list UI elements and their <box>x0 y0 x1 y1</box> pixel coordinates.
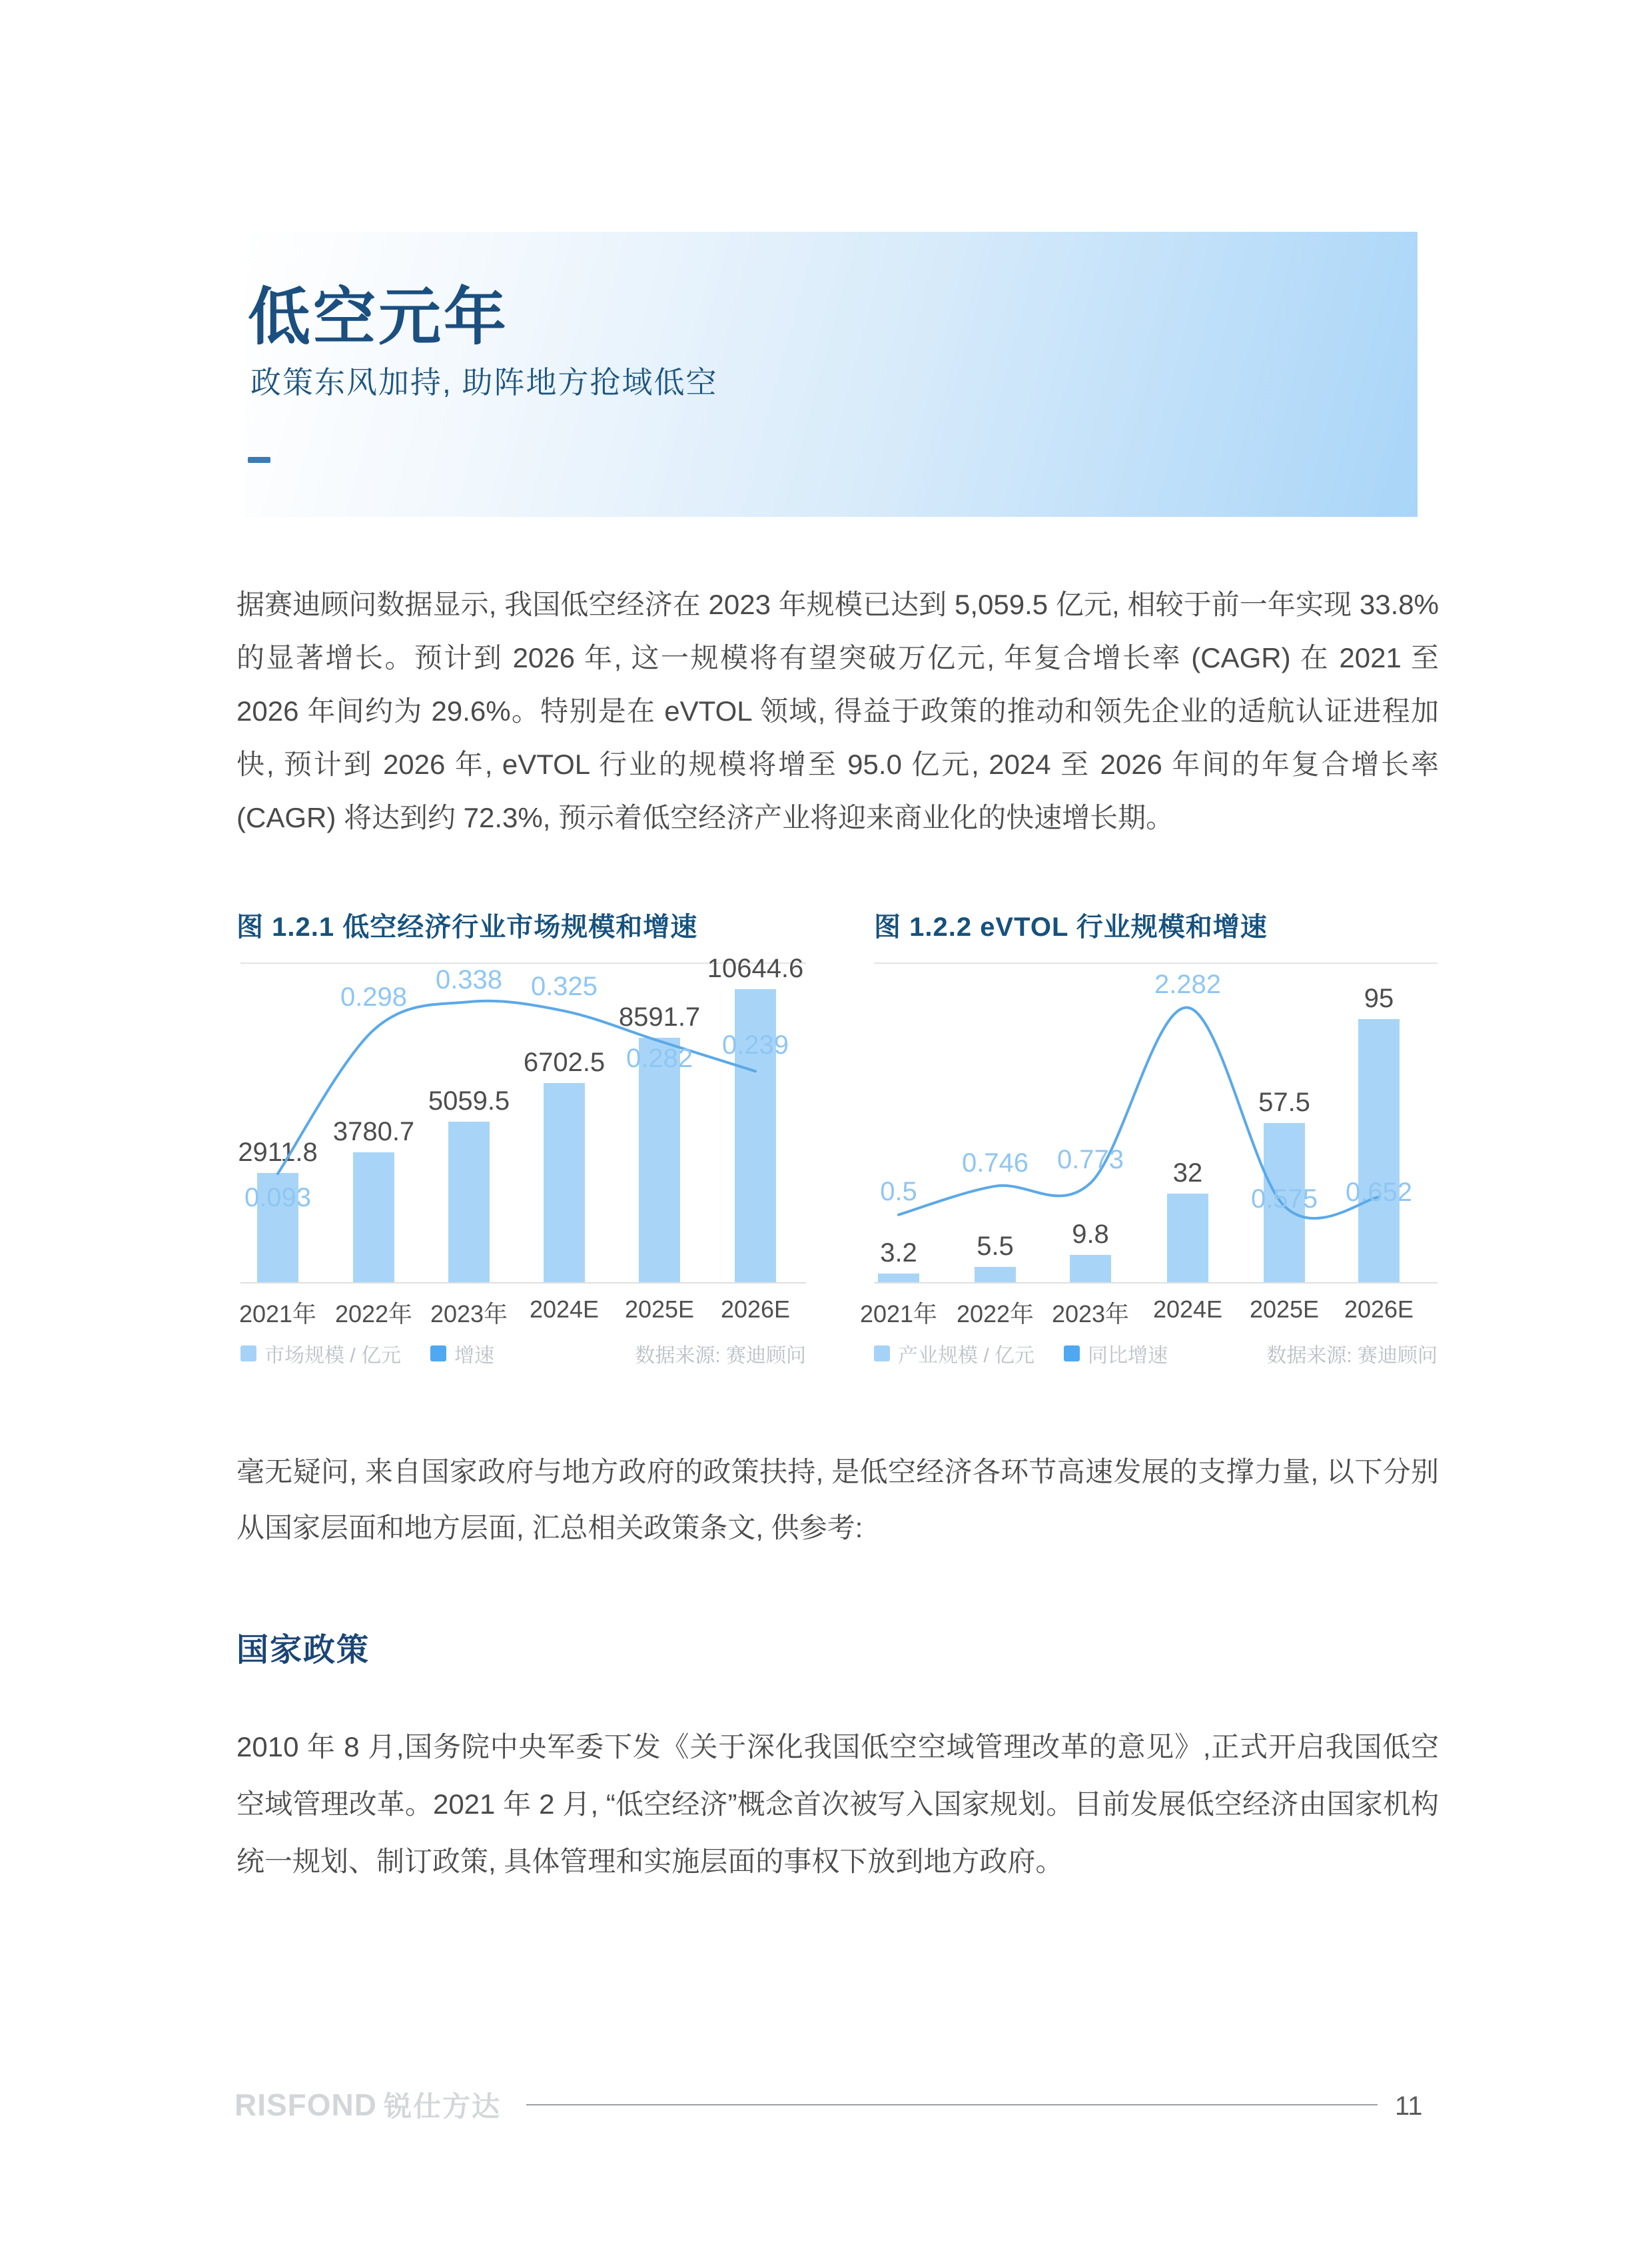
page-number: 11 <box>1395 2091 1423 2121</box>
risfond-logo-cn-text: 锐仕方达 <box>384 2091 502 2122</box>
legend-item-line <box>1064 1339 1168 1368</box>
legend-item-bar <box>874 1339 1034 1368</box>
policy-intro-paragraph: 毫无疑问, 来自国家政府与地方政府的政策扶持, 是低空经济各环节高速发展的支撑力量, 以下分别从国家层面和地方层面, 汇总相关政策条文, 供参考: <box>236 1456 1439 1543</box>
x-axis-label: 2022年 <box>956 1300 1034 1327</box>
bar-value-label: 95 <box>1364 984 1394 1013</box>
page-subtitle: 政策东风加持, 助阵地方抢域低空 <box>250 365 718 400</box>
bar-value-label: 8591.7 <box>618 1002 701 1032</box>
bar-value-label: 6702.5 <box>523 1047 606 1077</box>
bar <box>1358 1019 1400 1282</box>
chart-top-border <box>874 962 1438 964</box>
section-heading-national-policy: 国家政策 <box>236 1633 370 1668</box>
chart-market-scale <box>238 954 806 1395</box>
legend-bar-label: 产业规模 / 亿元 <box>898 1345 1035 1367</box>
data-source-note: 数据来源: 赛迪顾问 <box>1266 1345 1438 1367</box>
x-axis-label: 2022年 <box>334 1300 413 1327</box>
x-axis-label: 2023年 <box>1051 1300 1130 1327</box>
line-value-label: 0.325 <box>530 971 598 1001</box>
legend-line-swatch-icon <box>430 1345 446 1361</box>
x-axis-label: 2024E <box>529 1296 600 1323</box>
line-value-label: 0.093 <box>244 1183 312 1213</box>
x-axis-label: 2025E <box>1249 1296 1320 1323</box>
bar-value-label: 5.5 <box>977 1232 1014 1262</box>
bar <box>353 1152 394 1282</box>
x-axis-label: 2026E <box>1344 1296 1414 1323</box>
legend-bar-swatch-icon <box>874 1345 890 1361</box>
x-axis-label: 2026E <box>720 1296 791 1323</box>
data-source-note: 数据来源: 赛迪顾问 <box>635 1345 806 1367</box>
bar <box>975 1267 1016 1282</box>
legend-line-label: 同比增速 <box>1088 1345 1168 1367</box>
legend-line-swatch-icon <box>1064 1345 1080 1361</box>
title-accent-dash <box>248 457 270 463</box>
legend-item-bar <box>240 1339 401 1368</box>
line-value-label: 0.652 <box>1345 1178 1413 1208</box>
bar-value-label: 10644.6 <box>707 954 804 983</box>
figure-1-title: 图 1.2.1 低空经济行业市场规模和增速 <box>236 913 698 942</box>
chart-x-axis <box>874 1282 1438 1284</box>
line-value-label: 0.239 <box>721 1030 789 1060</box>
intro-paragraph: 据赛迪顾问数据显示, 我国低空经济在 2023 年规模已达到 5,059.5 亿元, 相较于前一年实现 33.8% 的显著增长。预计到 2026 年, 这一规模将有望突破万亿元, 年复合增长率 (CAGR) 在 2021 至 2026 年间约为 29.6%。特别是在 eVTOL 领域, 得益于政策的推动和领先企业的适航认证进程加快, 预计到 2026 年, eVTOL 行业的规模将增至 95.0 亿元, 2024 至 2026 年间的年复合增长率 (CAGR) 将达到约 72.3%, 预示着低空经济产业将迎来商业化的快速增长期。 <box>236 589 1439 833</box>
bar-value-label: 2911.8 <box>238 1138 318 1168</box>
bar-value-label: 3780.7 <box>332 1117 415 1147</box>
legend-line-label: 增速 <box>454 1345 495 1367</box>
line-value-label: 0.773 <box>1056 1145 1124 1175</box>
line-value-label: 2.282 <box>1154 969 1222 999</box>
chart-x-axis <box>240 1282 806 1284</box>
bar <box>1070 1255 1111 1282</box>
risfond-logo-text: RISFOND <box>234 2087 377 2122</box>
growth-line-chart <box>874 962 1438 1315</box>
chart-evtol-scale <box>859 962 1438 1395</box>
line-value-label: 0.338 <box>435 965 503 995</box>
header-banner <box>245 232 1418 517</box>
bar <box>448 1122 490 1282</box>
chart-legend <box>874 1339 1438 1367</box>
bar-value-label: 32 <box>1172 1158 1203 1188</box>
national-policy-paragraph: 2010 年 8 月,国务院中央军委下发《关于深化我国低空空域管理改革的意见》,正式开启我国低空空域管理改革。2021 年 2 月, “低空经济”概念首次被写入国家规划。目前发展低空经济由国家机构统一规划、制订政策, 具体管理和实施层面的事权下放到地方政府。 <box>236 1731 1439 1877</box>
bar <box>878 1274 919 1282</box>
bar-value-label: 5059.5 <box>428 1086 510 1116</box>
growth-line-chart <box>240 962 806 1315</box>
legend-item-line <box>430 1339 494 1368</box>
page-title: 低空元年 <box>248 282 510 352</box>
bar <box>639 1038 680 1282</box>
x-axis-label: 2023年 <box>430 1300 508 1327</box>
bar-value-label: 9.8 <box>1072 1220 1109 1250</box>
x-axis-label: 2021年 <box>238 1300 317 1327</box>
bar-value-label: 57.5 <box>1258 1087 1310 1117</box>
x-axis-label: 2024E <box>1152 1296 1223 1323</box>
footer-divider <box>526 2104 1378 2105</box>
x-axis-label: 2025E <box>624 1296 695 1323</box>
bar <box>1167 1194 1208 1282</box>
bar-value-label: 3.2 <box>880 1238 917 1268</box>
line-value-label: 0.298 <box>340 982 408 1012</box>
line-value-label: 0.5 <box>880 1176 917 1206</box>
x-axis-label: 2021年 <box>859 1300 938 1327</box>
footer-logo <box>234 2085 501 2125</box>
chart-legend <box>240 1339 806 1367</box>
line-value-label: 0.575 <box>1250 1184 1318 1214</box>
bar <box>544 1083 585 1282</box>
legend-bar-label: 市场规模 / 亿元 <box>264 1345 402 1367</box>
legend-bar-swatch-icon <box>240 1345 256 1361</box>
figure-2-title: 图 1.2.2 eVTOL 行业规模和增速 <box>874 913 1268 942</box>
line-value-label: 0.746 <box>961 1148 1029 1178</box>
line-value-label: 0.282 <box>625 1044 693 1074</box>
